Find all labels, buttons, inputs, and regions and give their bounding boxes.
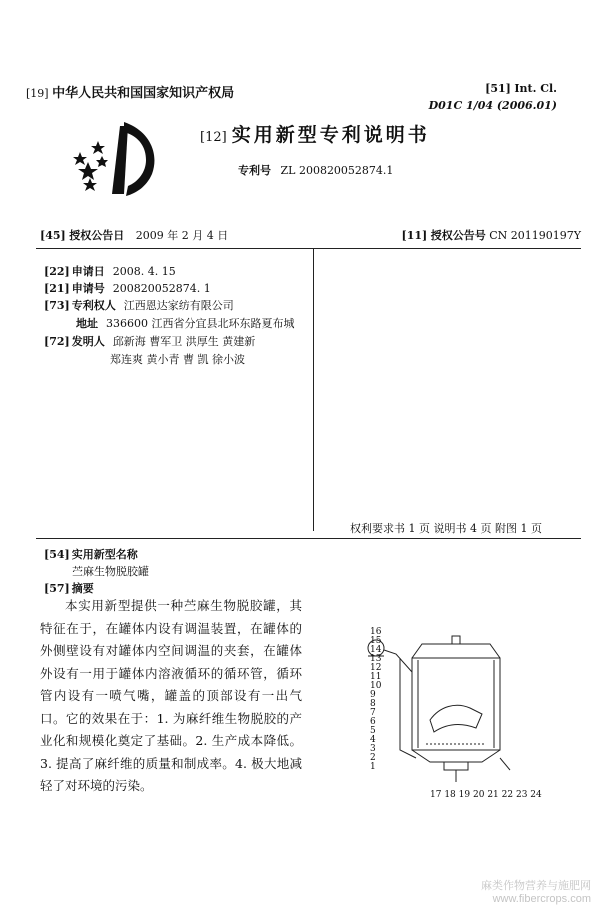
inventors-label: 发明人	[71, 335, 105, 348]
grant-date-code: [45]	[40, 229, 66, 242]
inventors-row-2	[110, 351, 245, 367]
tank-body	[412, 658, 500, 750]
abstract-code: [57]	[44, 582, 70, 595]
divider-column	[313, 248, 314, 531]
utility-model-name: 苎麻生物脱胶罐	[72, 565, 149, 578]
inventors-line-2: 郑连爽 黄小青 曹 凯 徐小波	[110, 353, 245, 366]
filing-date-value: 2008. 4. 15	[112, 265, 176, 278]
title-code: [54]	[44, 548, 70, 561]
fig-label: 21	[487, 790, 499, 800]
tank-drawing	[360, 610, 540, 810]
application-number-row	[44, 280, 211, 296]
divider-middle	[36, 538, 581, 539]
fig-label: 1	[370, 762, 376, 772]
int-cl-code: [51]	[485, 82, 511, 95]
patent-number: ZL 200820052874.1	[280, 164, 394, 177]
office-header	[26, 82, 234, 101]
fig-label: 23	[515, 790, 528, 800]
fig-label: 5	[370, 726, 376, 736]
watermark-line-1: 麻类作物营养与施肥网	[481, 880, 591, 892]
tank-lid	[412, 644, 500, 658]
address-value: 336600 江西省分宜县北环东路夏布城	[106, 317, 295, 330]
filing-date-label: 申请日	[71, 265, 105, 278]
fig-label: 13	[370, 654, 382, 664]
fig-label: 8	[370, 699, 376, 709]
owner-label: 专利权人	[71, 299, 116, 312]
grant-number-label: 授权公告号	[430, 229, 486, 242]
int-cl-value: D01C 1/04 (2006.01)	[428, 99, 557, 112]
abstract-label: 摘要	[71, 582, 94, 595]
tank-bottom	[412, 750, 500, 762]
fig-label: 19	[458, 790, 471, 800]
patentee-row	[44, 297, 234, 313]
doc-code: [12]	[200, 130, 227, 145]
owner-code: [73]	[44, 299, 70, 312]
drain-outlet	[444, 762, 468, 770]
site-watermark	[481, 880, 591, 906]
inventors-line-1: 邱新海 曹军卫 洪厚生 黄建新	[112, 335, 256, 348]
fig-label: 2	[370, 753, 376, 763]
drain-valve-line	[500, 758, 510, 770]
filing-date-row	[44, 263, 176, 279]
address-row	[74, 315, 295, 331]
watermark-line-2: www.fibercrops.com	[492, 893, 591, 905]
fig-label: 17	[430, 790, 442, 800]
abstract-header-row	[44, 580, 94, 596]
patent-number-line	[238, 162, 393, 178]
fig-label: 6	[370, 717, 376, 727]
patent-label: 专利号	[238, 164, 271, 177]
utility-model-name-row	[44, 546, 138, 562]
fig-label: 15	[370, 636, 382, 646]
page-counts: 权利要求书 1 页 说明书 4 页 附图 1 页	[350, 522, 542, 535]
fig-label: 14	[370, 645, 382, 655]
office-name: 中华人民共和国国家知识产权局	[52, 86, 235, 101]
divider-top	[36, 248, 581, 249]
address-label: 地址	[76, 317, 98, 330]
fig-label: 10	[370, 681, 382, 691]
fig-label: 11	[370, 672, 382, 682]
owner-value: 江西恩达家纺有限公司	[123, 299, 234, 312]
int-cl-block	[429, 82, 557, 112]
title-label: 实用新型名称	[71, 548, 138, 561]
fig-label: 24	[530, 790, 542, 800]
grant-date-line	[40, 227, 228, 243]
abstract-text: 本实用新型提供一种苎麻生物脱胶罐，其特征在于，在罐体内设有调温装置，在罐体的外侧壁设有对罐体内空间调温的夹套，在罐体外设有一用于罐体内溶液循环的循环管，循环管内设有一喷气嘴，罐盖的顶部设有一出气口。它的效果在于：1. 为麻纤维生物脱胶的产业化和规模化奠定了基础。2. 生产成本降低。3. 提高了麻纤维的质量和制成率。4. 极大地减轻了对环境的污染。	[40, 598, 302, 793]
fig-label: 7	[370, 708, 376, 718]
grant-number-line	[401, 227, 581, 243]
inventors-code: [72]	[44, 335, 70, 348]
gas-outlet	[452, 636, 460, 644]
fig-label: 22	[501, 790, 514, 800]
office-code: [19]	[26, 87, 49, 100]
doc-title: 实用新型专利说明书	[231, 124, 430, 146]
app-no-label: 申请号	[71, 282, 105, 295]
cnipa-logo	[68, 112, 164, 200]
fig-label: 16	[370, 627, 382, 637]
figure-labels-bottom	[430, 790, 542, 800]
fiber-material	[430, 705, 482, 732]
grant-date-label: 授权公告日	[69, 229, 125, 242]
fig-label: 9	[370, 690, 376, 700]
fig-label: 4	[370, 735, 376, 745]
grant-date-value: 2009 年 2 月 4 日	[135, 229, 229, 242]
circulation-pipe-down	[400, 658, 416, 758]
app-no-code: [21]	[44, 282, 70, 295]
fig-label: 12	[370, 663, 382, 673]
fig-label: 3	[370, 744, 376, 754]
grant-number-value: CN 201190197Y	[489, 229, 581, 242]
circulation-pipe-top	[384, 650, 412, 672]
figure-labels-left	[370, 627, 382, 772]
inventors-row	[44, 333, 255, 349]
app-no-value: 200820052874. 1	[112, 282, 211, 295]
int-cl-label: Int. Cl.	[514, 82, 557, 95]
fig-label: 20	[472, 790, 485, 800]
grant-number-code: [11]	[401, 229, 428, 242]
filing-date-code: [22]	[44, 265, 70, 278]
fig-label: 18	[444, 790, 456, 800]
document-title	[200, 120, 430, 147]
